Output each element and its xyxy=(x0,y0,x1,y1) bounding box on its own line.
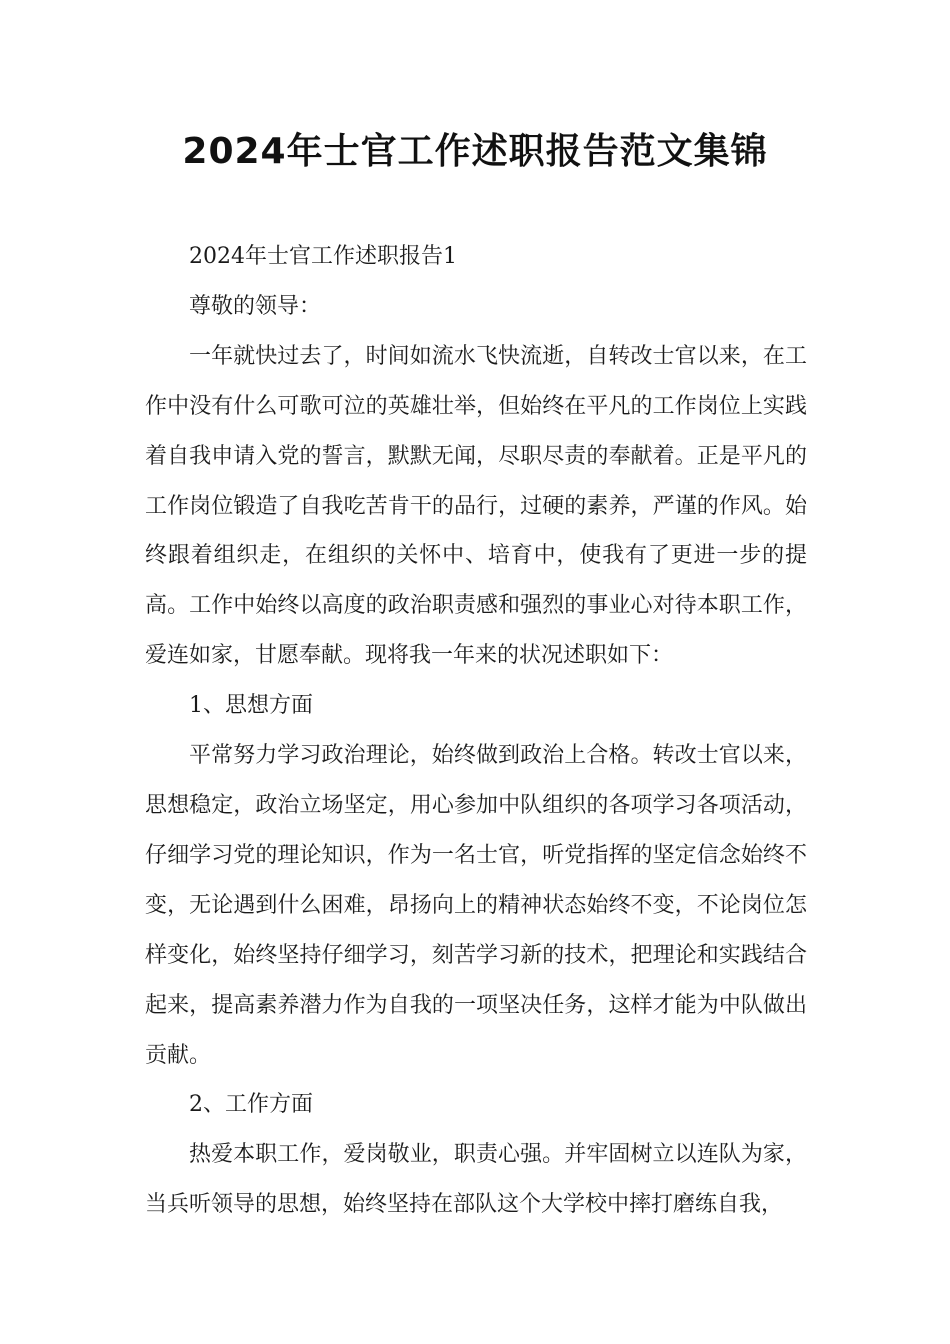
section-heading-work: 2、工作方面 xyxy=(189,1092,313,1118)
salutation: 尊敬的领导： xyxy=(189,293,322,319)
work-paragraph: 热爱本职工作，爱岗敬业，职责心强。并牢固树立以连队为家，当兵听领导的思想，始终坚持在部队这个大学校中摔打磨练自我， xyxy=(145,1142,807,1218)
report-subtitle: 2024年士官工作述职报告1 xyxy=(189,244,457,269)
document-body xyxy=(145,232,807,1230)
section-heading-thought: 1、思想方面 xyxy=(189,693,313,719)
thought-paragraph: 平常努力学习政治理论，始终做到政治上合格。转改士官以来，思想稳定，政治立场坚定，用心参加中队组织的各项学习各项活动，仔细学习党的理论知识，作为一名士官，听党指挥的坚定信念始终不变，无论遇到什么困难，昂扬向上的精神状态始终不变，不论岗位怎样变化，始终坚持仔细学习，刻苦学习新的技术，把理论和实践结合起来，提高素养潜力作为自我的一项坚决任务，这样才能为中队做出贡献。 xyxy=(145,743,807,1068)
intro-paragraph: 一年就快过去了，时间如流水飞快流逝，自转改士官以来，在工作中没有什么可歌可泣的英雄壮举，但始终在平凡的工作岗位上实践着自我申请入党的誓言，默默无闻，尽职尽责的奉献着。正是平凡的工作岗位锻造了自我吃苦肯干的品行，过硬的素养，严谨的作风。始终跟着组织走，在组织的关怀中、培育中，使我有了更进一步的提高。工作中始终以高度的政治职责感和强烈的事业心对待本职工作，爱连如家，甘愿奉献。现将我一年来的状况述职如下： xyxy=(145,343,807,669)
document-title: 2024年士官工作述职报告范文集锦 xyxy=(182,131,768,172)
